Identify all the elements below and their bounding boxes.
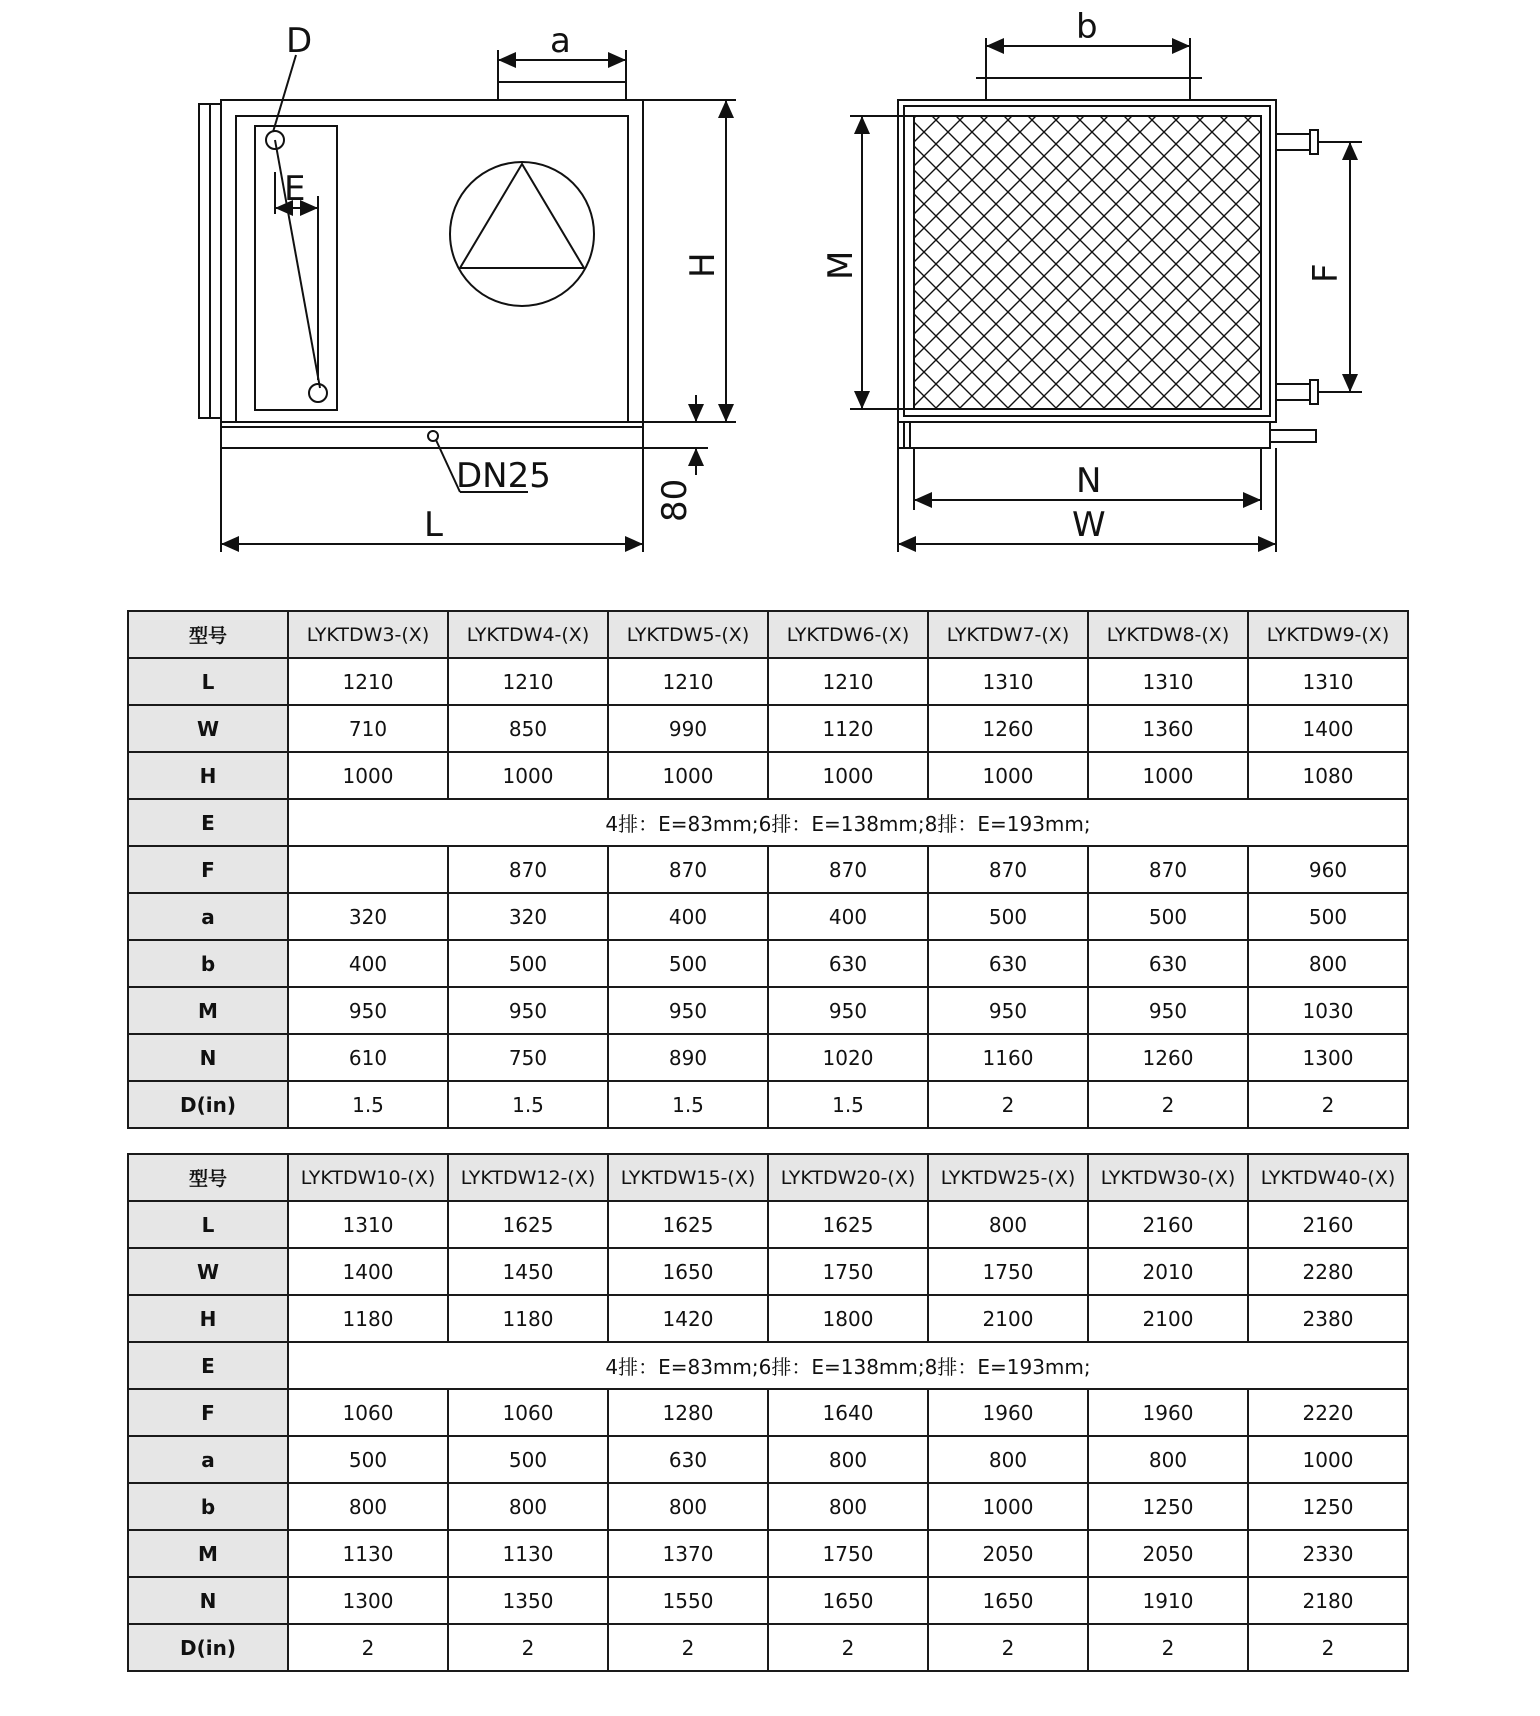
value-cell: 800 <box>288 1483 448 1530</box>
table-row <box>128 893 1408 940</box>
row-label: D(in) <box>128 1081 288 1128</box>
table-row <box>128 1483 1408 1530</box>
value-cell: 1260 <box>928 705 1088 752</box>
table-row <box>128 1624 1408 1671</box>
value-cell: 500 <box>288 1436 448 1483</box>
value-cell: 960 <box>1248 846 1408 893</box>
value-cell: 1550 <box>608 1577 768 1624</box>
value-cell: 320 <box>288 893 448 940</box>
row-label: b <box>128 940 288 987</box>
value-cell: 1280 <box>608 1389 768 1436</box>
row-label: D(in) <box>128 1624 288 1671</box>
row-label: E <box>128 799 288 846</box>
value-cell: 2180 <box>1248 1577 1408 1624</box>
value-cell: 610 <box>288 1034 448 1081</box>
value-cell: 800 <box>768 1436 928 1483</box>
value-cell: 2 <box>288 1624 448 1671</box>
spanned-note-cell: 4排：E=83mm;6排：E=138mm;8排：E=193mm; <box>288 799 1408 846</box>
row-label: H <box>128 752 288 799</box>
value-cell: 400 <box>288 940 448 987</box>
value-cell: 1650 <box>608 1248 768 1295</box>
value-cell: 1.5 <box>608 1081 768 1128</box>
value-cell: 870 <box>928 846 1088 893</box>
value-cell: 950 <box>768 987 928 1034</box>
model-name-cell: LYKTDW40-(X) <box>1248 1154 1408 1201</box>
value-cell: 1650 <box>768 1577 928 1624</box>
label-b: b <box>1076 7 1098 47</box>
value-cell: 800 <box>608 1483 768 1530</box>
value-cell: 1310 <box>1248 658 1408 705</box>
value-cell: 2330 <box>1248 1530 1408 1577</box>
label-F: F <box>1306 263 1346 283</box>
value-cell: 400 <box>768 893 928 940</box>
value-cell: 800 <box>448 1483 608 1530</box>
table-row <box>128 1530 1408 1577</box>
row-label: N <box>128 1577 288 1624</box>
value-cell: 1180 <box>448 1295 608 1342</box>
model-name-cell: LYKTDW6-(X) <box>768 611 928 658</box>
model-name-cell: LYKTDW5-(X) <box>608 611 768 658</box>
technical-drawing <box>0 0 1540 570</box>
value-cell: 2100 <box>1088 1295 1248 1342</box>
model-name-cell: LYKTDW15-(X) <box>608 1154 768 1201</box>
value-cell: 1625 <box>448 1201 608 1248</box>
table-row <box>128 1081 1408 1128</box>
value-cell: 1750 <box>928 1248 1088 1295</box>
value-cell: 2 <box>1088 1624 1248 1671</box>
value-cell: 990 <box>608 705 768 752</box>
row-label: N <box>128 1034 288 1081</box>
label-E: E <box>284 169 306 209</box>
value-cell: 1400 <box>1248 705 1408 752</box>
value-cell: 1000 <box>928 1483 1088 1530</box>
value-cell: 800 <box>1248 940 1408 987</box>
value-cell: 950 <box>288 987 448 1034</box>
value-cell: 2160 <box>1248 1201 1408 1248</box>
value-cell: 2 <box>608 1624 768 1671</box>
value-cell: 1250 <box>1088 1483 1248 1530</box>
value-cell: 1210 <box>768 658 928 705</box>
label-80: 80 <box>655 478 695 522</box>
label-DN25: DN25 <box>456 456 551 496</box>
value-cell: 710 <box>288 705 448 752</box>
value-cell: 1160 <box>928 1034 1088 1081</box>
value-cell: 1000 <box>608 752 768 799</box>
value-cell: 950 <box>448 987 608 1034</box>
front-view <box>850 38 1362 552</box>
value-cell: 1310 <box>1088 658 1248 705</box>
table-row <box>128 1034 1408 1081</box>
value-cell: 1910 <box>1088 1577 1248 1624</box>
value-cell: 1960 <box>928 1389 1088 1436</box>
value-cell: 1350 <box>448 1577 608 1624</box>
value-cell: 320 <box>448 893 608 940</box>
value-cell: 2050 <box>928 1530 1088 1577</box>
value-cell: 1060 <box>288 1389 448 1436</box>
value-cell: 1180 <box>288 1295 448 1342</box>
value-cell: 630 <box>1088 940 1248 987</box>
table-row <box>128 1248 1408 1295</box>
label-a: a <box>550 21 571 61</box>
row-label: F <box>128 846 288 893</box>
table-row <box>128 940 1408 987</box>
value-cell: 2380 <box>1248 1295 1408 1342</box>
value-cell: 890 <box>608 1034 768 1081</box>
model-name-cell: LYKTDW20-(X) <box>768 1154 928 1201</box>
value-cell: 1310 <box>288 1201 448 1248</box>
model-name-cell: LYKTDW25-(X) <box>928 1154 1088 1201</box>
value-cell: 2050 <box>1088 1530 1248 1577</box>
value-cell: 1210 <box>288 658 448 705</box>
value-cell: 1960 <box>1088 1389 1248 1436</box>
model-name-cell: LYKTDW4-(X) <box>448 611 608 658</box>
row-label: W <box>128 705 288 752</box>
value-cell: 500 <box>1248 893 1408 940</box>
spec-table-2 <box>127 1153 1409 1672</box>
value-cell: 630 <box>928 940 1088 987</box>
value-cell: 750 <box>448 1034 608 1081</box>
value-cell: 500 <box>608 940 768 987</box>
value-cell: 400 <box>608 893 768 940</box>
row-label: W <box>128 1248 288 1295</box>
value-cell: 950 <box>928 987 1088 1034</box>
row-label: a <box>128 1436 288 1483</box>
value-cell: 1130 <box>448 1530 608 1577</box>
value-cell: 500 <box>928 893 1088 940</box>
value-cell <box>288 846 448 893</box>
value-cell: 1000 <box>768 752 928 799</box>
table-row <box>128 658 1408 705</box>
value-cell: 2 <box>1248 1081 1408 1128</box>
row-label: F <box>128 1389 288 1436</box>
row-label: H <box>128 1295 288 1342</box>
value-cell: 1000 <box>288 752 448 799</box>
value-cell: 500 <box>448 940 608 987</box>
value-cell: 1000 <box>1088 752 1248 799</box>
row-label: L <box>128 658 288 705</box>
value-cell: 1000 <box>928 752 1088 799</box>
model-name-cell: LYKTDW30-(X) <box>1088 1154 1248 1201</box>
table-row <box>128 1342 1408 1389</box>
row-label: M <box>128 987 288 1034</box>
table-row <box>128 1201 1408 1248</box>
value-cell: 1360 <box>1088 705 1248 752</box>
value-cell: 950 <box>1088 987 1248 1034</box>
value-cell: 1310 <box>928 658 1088 705</box>
table-row <box>128 752 1408 799</box>
model-name-cell: LYKTDW3-(X) <box>288 611 448 658</box>
table-row <box>128 987 1408 1034</box>
value-cell: 1000 <box>448 752 608 799</box>
table-row <box>128 799 1408 846</box>
value-cell: 2 <box>768 1624 928 1671</box>
model-header-label: 型号 <box>128 611 288 658</box>
value-cell: 2220 <box>1248 1389 1408 1436</box>
value-cell: 1750 <box>768 1248 928 1295</box>
value-cell: 870 <box>1088 846 1248 893</box>
model-name-cell: LYKTDW10-(X) <box>288 1154 448 1201</box>
value-cell: 2 <box>1248 1624 1408 1671</box>
model-name-cell: LYKTDW7-(X) <box>928 611 1088 658</box>
model-name-cell: LYKTDW12-(X) <box>448 1154 608 1201</box>
value-cell: 2 <box>448 1624 608 1671</box>
label-M: M <box>821 250 861 280</box>
value-cell: 1800 <box>768 1295 928 1342</box>
value-cell: 500 <box>448 1436 608 1483</box>
value-cell: 1130 <box>288 1530 448 1577</box>
table-row <box>128 1577 1408 1624</box>
table-row <box>128 705 1408 752</box>
value-cell: 2 <box>928 1081 1088 1128</box>
value-cell: 2160 <box>1088 1201 1248 1248</box>
row-label: E <box>128 1342 288 1389</box>
table-row <box>128 1436 1408 1483</box>
value-cell: 1080 <box>1248 752 1408 799</box>
value-cell: 1300 <box>1248 1034 1408 1081</box>
value-cell: 500 <box>1088 893 1248 940</box>
value-cell: 1625 <box>608 1201 768 1248</box>
model-header-label: 型号 <box>128 1154 288 1201</box>
table-row <box>128 1389 1408 1436</box>
value-cell: 1370 <box>608 1530 768 1577</box>
label-H: H <box>683 252 723 278</box>
value-cell: 2100 <box>928 1295 1088 1342</box>
row-label: L <box>128 1201 288 1248</box>
table-row <box>128 846 1408 893</box>
label-N: N <box>1076 461 1102 501</box>
row-label: M <box>128 1530 288 1577</box>
value-cell: 1250 <box>1248 1483 1408 1530</box>
value-cell: 2010 <box>1088 1248 1248 1295</box>
value-cell: 2 <box>928 1624 1088 1671</box>
value-cell: 1650 <box>928 1577 1088 1624</box>
value-cell: 630 <box>608 1436 768 1483</box>
value-cell: 1625 <box>768 1201 928 1248</box>
value-cell: 1120 <box>768 705 928 752</box>
model-name-cell: LYKTDW9-(X) <box>1248 611 1408 658</box>
value-cell: 950 <box>608 987 768 1034</box>
value-cell: 800 <box>928 1436 1088 1483</box>
value-cell: 870 <box>448 846 608 893</box>
value-cell: 1060 <box>448 1389 608 1436</box>
value-cell: 1.5 <box>768 1081 928 1128</box>
value-cell: 800 <box>768 1483 928 1530</box>
value-cell: 1210 <box>448 658 608 705</box>
value-cell: 630 <box>768 940 928 987</box>
value-cell: 1000 <box>1248 1436 1408 1483</box>
table-header-row <box>128 611 1408 658</box>
table-row <box>128 1295 1408 1342</box>
label-W: W <box>1072 505 1106 545</box>
value-cell: 1420 <box>608 1295 768 1342</box>
label-D: D <box>286 21 313 61</box>
table-header-row <box>128 1154 1408 1201</box>
value-cell: 1030 <box>1248 987 1408 1034</box>
spec-table-1 <box>127 610 1409 1129</box>
value-cell: 2 <box>1088 1081 1248 1128</box>
value-cell: 1.5 <box>448 1081 608 1128</box>
model-name-cell: LYKTDW8-(X) <box>1088 611 1248 658</box>
row-label: a <box>128 893 288 940</box>
value-cell: 850 <box>448 705 608 752</box>
value-cell: 1640 <box>768 1389 928 1436</box>
value-cell: 1300 <box>288 1577 448 1624</box>
value-cell: 800 <box>1088 1436 1248 1483</box>
value-cell: 1210 <box>608 658 768 705</box>
value-cell: 1.5 <box>288 1081 448 1128</box>
value-cell: 1260 <box>1088 1034 1248 1081</box>
value-cell: 1020 <box>768 1034 928 1081</box>
value-cell: 870 <box>608 846 768 893</box>
label-L: L <box>424 505 443 545</box>
value-cell: 1400 <box>288 1248 448 1295</box>
spanned-note-cell: 4排：E=83mm;6排：E=138mm;8排：E=193mm; <box>288 1342 1408 1389</box>
row-label: b <box>128 1483 288 1530</box>
value-cell: 1750 <box>768 1530 928 1577</box>
value-cell: 800 <box>928 1201 1088 1248</box>
value-cell: 870 <box>768 846 928 893</box>
value-cell: 1450 <box>448 1248 608 1295</box>
value-cell: 2280 <box>1248 1248 1408 1295</box>
